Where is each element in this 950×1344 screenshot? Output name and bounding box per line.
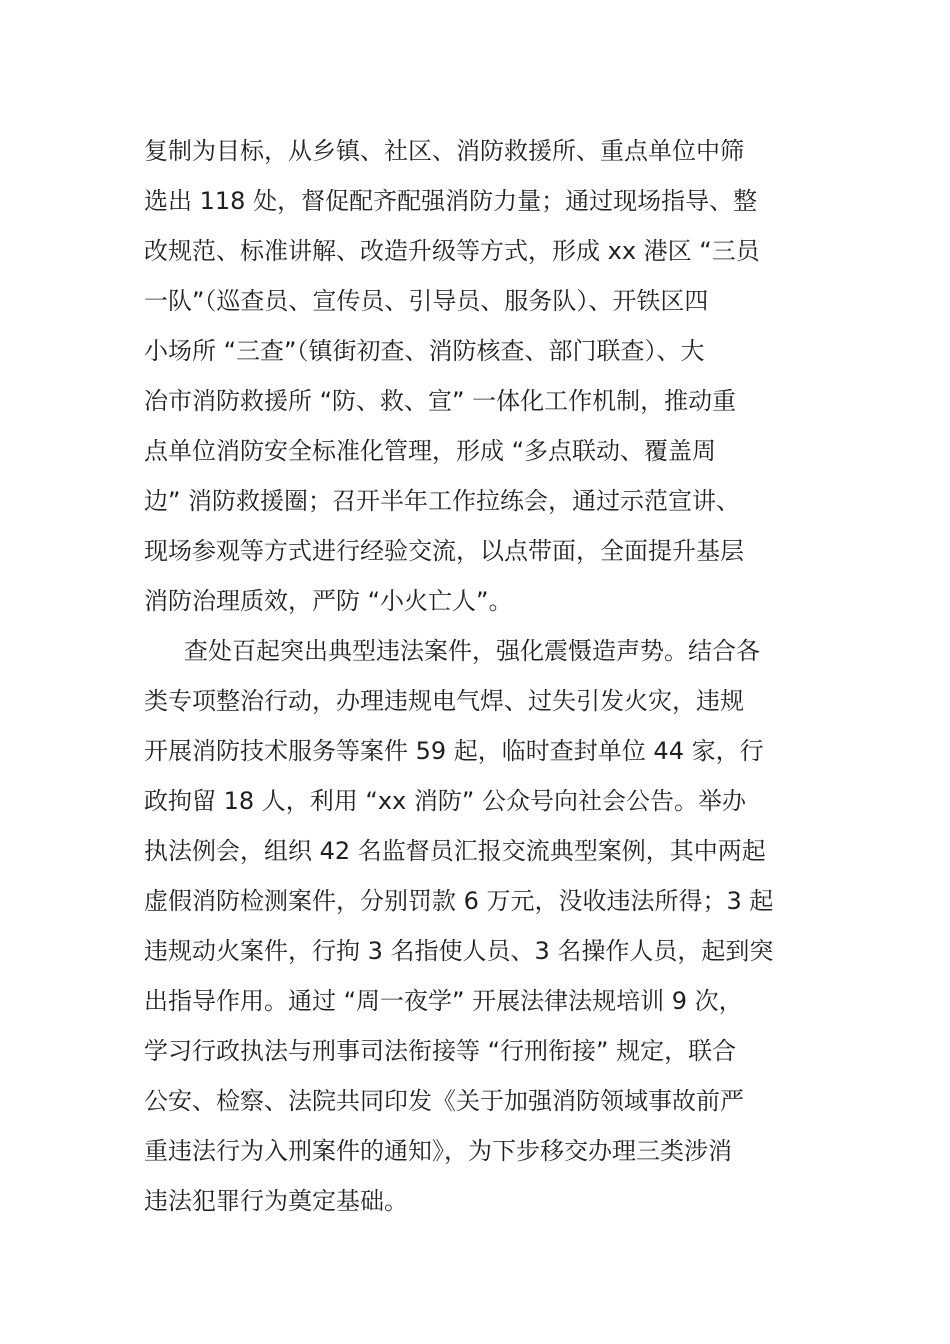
text-line: 开展消防技术服务等案件 59 起，临时查封单位 44 家，行 (144, 737, 764, 765)
text-line: 违法犯罪行为奠定基础。 (144, 1187, 408, 1215)
text-line: 选出 118 处，督促配齐配强消防力量；通过现场指导、整 (144, 187, 758, 215)
text-line: 政拘留 18 人，利用 “xx 消防” 公众号向社会公告。举办 (144, 787, 746, 815)
text-line: 虚假消防检测案件，分别罚款 6 万元，没收违法所得；3 起 (144, 887, 774, 915)
text-line: 点单位消防安全标准化管理，形成 “多点联动、覆盖周 (144, 437, 717, 465)
text-line: 执法例会，组织 42 名监督员汇报交流典型案例，其中两起 (144, 837, 766, 865)
text-line: 一队”（巡查员、宣传员、引导员、服务队）、开铁区四 (144, 287, 709, 315)
text-line: 复制为目标，从乡镇、社区、消防救援所、重点单位中筛 (144, 137, 744, 165)
text-line: 公安、检察、法院共同印发《关于加强消防领域事故前严 (144, 1087, 744, 1115)
text-line: 小场所 “三查”（镇街初查、消防核查、部门联查）、大 (144, 337, 705, 365)
text-line: 出指导作用。通过 “周一夜学” 开展法律法规培训 9 次， (144, 987, 743, 1015)
text-line: 学习行政执法与刑事司法衔接等 “行刑衔接” 规定，联合 (144, 1037, 737, 1065)
text-line: 改规范、标准讲解、改造升级等方式，形成 xx 港区 “三员 (144, 237, 760, 265)
text-line: 类专项整治行动，办理违规电气焊、过失引发火灾，违规 (144, 687, 744, 715)
text-line: 重违法行为入刑案件的通知》，为下步移交办理三类涉消 (144, 1137, 732, 1165)
text-line: 冶市消防救援所 “防、救、宣” 一体化工作机制，推动重 (144, 387, 737, 415)
body-text (144, 126, 824, 1226)
paragraph-start-line: 查处百起突出典型违法案件，强化震慑造声势。结合各 (184, 637, 760, 665)
text-line: 边” 消防救援圈；召开半年工作拉练会，通过示范宣讲、 (144, 487, 741, 515)
text-line: 消防治理质效，严防 “小火亡人”。 (144, 587, 513, 615)
text-line: 违规动火案件，行拘 3 名指使人员、3 名操作人员，起到突 (144, 937, 774, 965)
text-line: 现场参观等方式进行经验交流，以点带面，全面提升基层 (144, 537, 744, 565)
